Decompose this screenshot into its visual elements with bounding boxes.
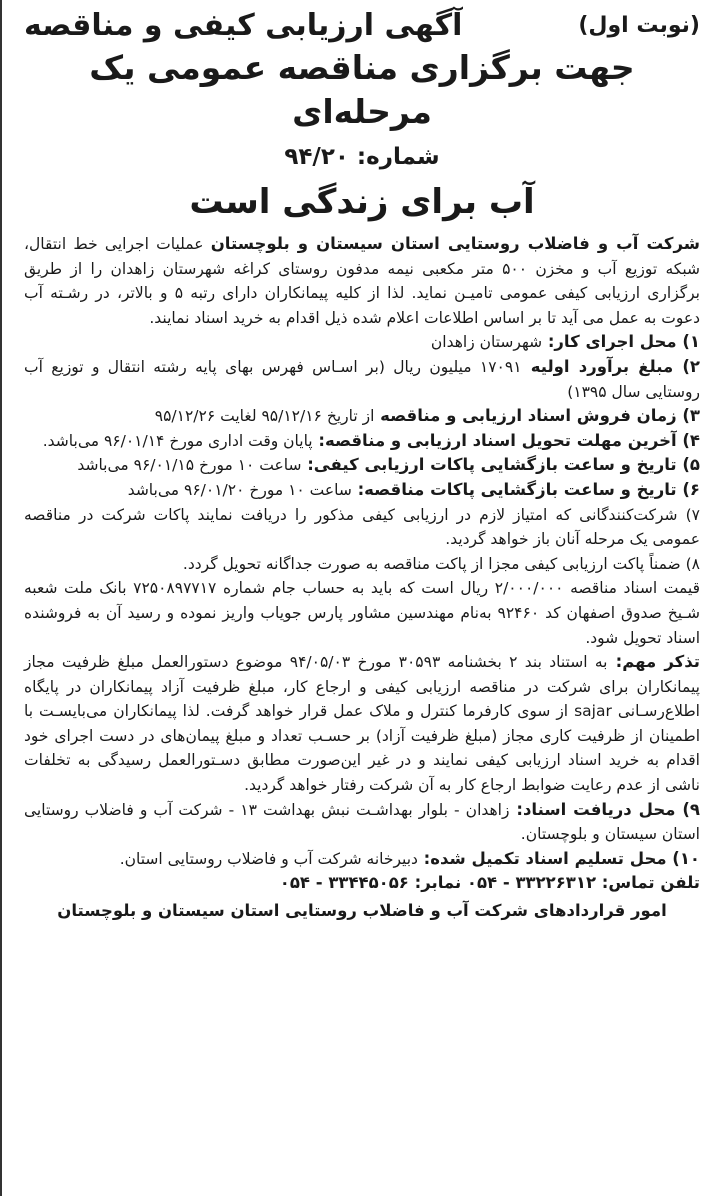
slogan: آب برای زندگی است <box>189 182 535 222</box>
item-2-text: ۱۷۰۹۱ میلیون ریال (بر اسـاس فهرس بهای پایه رشته انتقال و توزیع آب روستایی سال ۱۳۹۵) <box>24 357 700 401</box>
item-9-text: زاهدان - بلوار بهداشـت نبش بهداشت ۱۳ - شرکت آب و فاضلاب روستایی استان سیستان و بلوچستان. <box>24 800 700 844</box>
item-7: ۷) شرکت‌کنندگانی که امتیاز لازم در ارزیابی کیفی مذکور را دریافت نمایند پاکات شرکت در مناقصه عمومی یک مرحله آنان باز خواهد گردید. <box>24 505 700 549</box>
header-row <box>24 6 700 46</box>
item-3-text: از تاریخ ۹۵/۱۲/۱۶ لغایت ۹۵/۱۲/۲۶ <box>154 407 375 426</box>
signature: امور قراردادهای شرکت آب و فاضلاب روستایی استان سیستان و بلوچستان <box>57 901 667 921</box>
item-10-label: ۱۰) محل تسلیم اسناد تکمیل شده: <box>417 848 700 868</box>
notice-subtitle: جهت برگزاری مناقصه عمومی یک مرحله‌ای <box>89 48 635 131</box>
item-1-text: شهرستان زاهدان <box>430 333 543 352</box>
intro-paragraph <box>24 232 700 330</box>
notice-number: شماره: ۹۴/۲۰ <box>284 144 440 170</box>
item-4 <box>24 429 700 454</box>
note-label: تذکر مهم: <box>607 652 701 672</box>
item-6-label: ۶) تاریخ و ساعت بازگشایی پاکات مناقصه: <box>351 479 700 499</box>
item-2-label: ۲) مبلغ برآورد اولیه <box>521 356 700 376</box>
item-6 <box>24 478 700 503</box>
item-5 <box>24 453 700 478</box>
item-6-text: ساعت ۱۰ مورخ ۹۶/۰۱/۲۰ می‌باشد <box>127 480 352 499</box>
item-5-label: ۵) تاریخ و ساعت بازگشایی پاکات ارزیابی کیفی: <box>301 455 700 475</box>
item-3 <box>24 404 700 429</box>
price-paragraph: قیمت اسناد مناقصه ۲/۰۰۰/۰۰۰ ریال است که باید به حساب جام شماره ۷۲۵۰۸۹۷۷۱۷ بانک ملت شعبه شـیخ صدوق اصفهان کد ۹۲۴۶۰ به‌نام مهندسین مشاور پارس جویاب واریز نموده و رسید آن به فروشنده اسناد تحویل شود. <box>24 579 700 647</box>
round-label: (نوبت اول) <box>578 13 700 38</box>
item-10-text: دبیرخانه شرکت آب و فاضلاب روستایی استان. <box>119 849 418 868</box>
item-2 <box>24 355 700 404</box>
item-4-text: پایان وقت اداری مورخ ۹۶/۰۱/۱۴ می‌باشد. <box>42 431 313 450</box>
intro-text: عملیات اجرایی خط انتقال، شبکه توزیع آب و مخزن ۵۰۰ متر مکعبی نیمه مدفون روستای کراغه شهرستان زاهدان را از طریق برگزاری ارزیابی کیفی عمومی تامیـن نماید. لذا از کلیه پیمانکاران دارای رتبه ۵ و بالاتر، در رشـته آب دعوت به عمل می آید تا بر اساس اطلاعات اعلام شده ذیل اقدام به خرید اسناد نمایند. <box>24 235 701 327</box>
important-note <box>24 650 700 798</box>
item-9 <box>24 798 700 847</box>
item-4-label: ۴) آخرین مهلت تحویل اسناد ارزیابی و مناقصه: <box>312 430 700 450</box>
item-3-label: ۳) زمان فروش اسناد ارزیابی و مناقصه <box>374 406 700 426</box>
item-10 <box>24 847 700 872</box>
note-text: به استناد بند ۲ بخشنامه ۳۰۵۹۳ مورخ ۹۴/۰۵/۰۳ موضوع دستورالعمل مبلغ ظرفیت مجاز پیمانکاران برای شرکت در مناقصه ارزیابی کیفی و ارجاع کار، مبلغ ظرفیت آزاد پیمانکاران در پایگاه اطلاع‌رسـانی sajar از سوی کارفرما کنترل و ملاک عمل قرار خواهد گرفت. لذا پیمانکاران می‌بایسـت با اطمینان از ظرفیت کاری مجاز (مبلغ ظرفیت آزاد) بر حسـب تعداد و مبلغ پیمان‌های در دست اجرای خود اقدام به خرید اسناد ارزیابی کیفی نمایند و در غیر این‌صورت مطابق دسـتورالعمل رسیدگی به تخلفات ناشی از عدم رعایت ضوابط ارجاع کار به آن شرکت رفتار خواهد گردید. <box>24 653 700 795</box>
item-5-text: ساعت ۱۰ مورخ ۹۶/۰۱/۱۵ می‌باشد <box>77 456 302 475</box>
item-1-label: ۱) محل اجرای کار: <box>542 332 700 352</box>
item-9-label: ۹) محل دریافت اسناد: <box>509 799 700 819</box>
notice-title: آگهی ارزیابی کیفی و مناقصه <box>24 8 463 43</box>
notice-body <box>24 232 700 896</box>
phone-line: تلفن تماس: ۳۳۲۲۶۳۱۲ - ۰۵۴ نمابر: ۳۳۴۴۵۰۵۶ - ۰۵۴ <box>279 873 700 893</box>
item-8: ۸) ضمناً پاکت ارزیابی کیفی مجزا از پاکت مناقصه به صورت جداگانه تحویل گردد. <box>182 554 700 573</box>
item-1 <box>24 330 700 355</box>
company-name: شرکت آب و فاضلاب روستایی استان سیستان و بلوچستان <box>210 234 700 253</box>
